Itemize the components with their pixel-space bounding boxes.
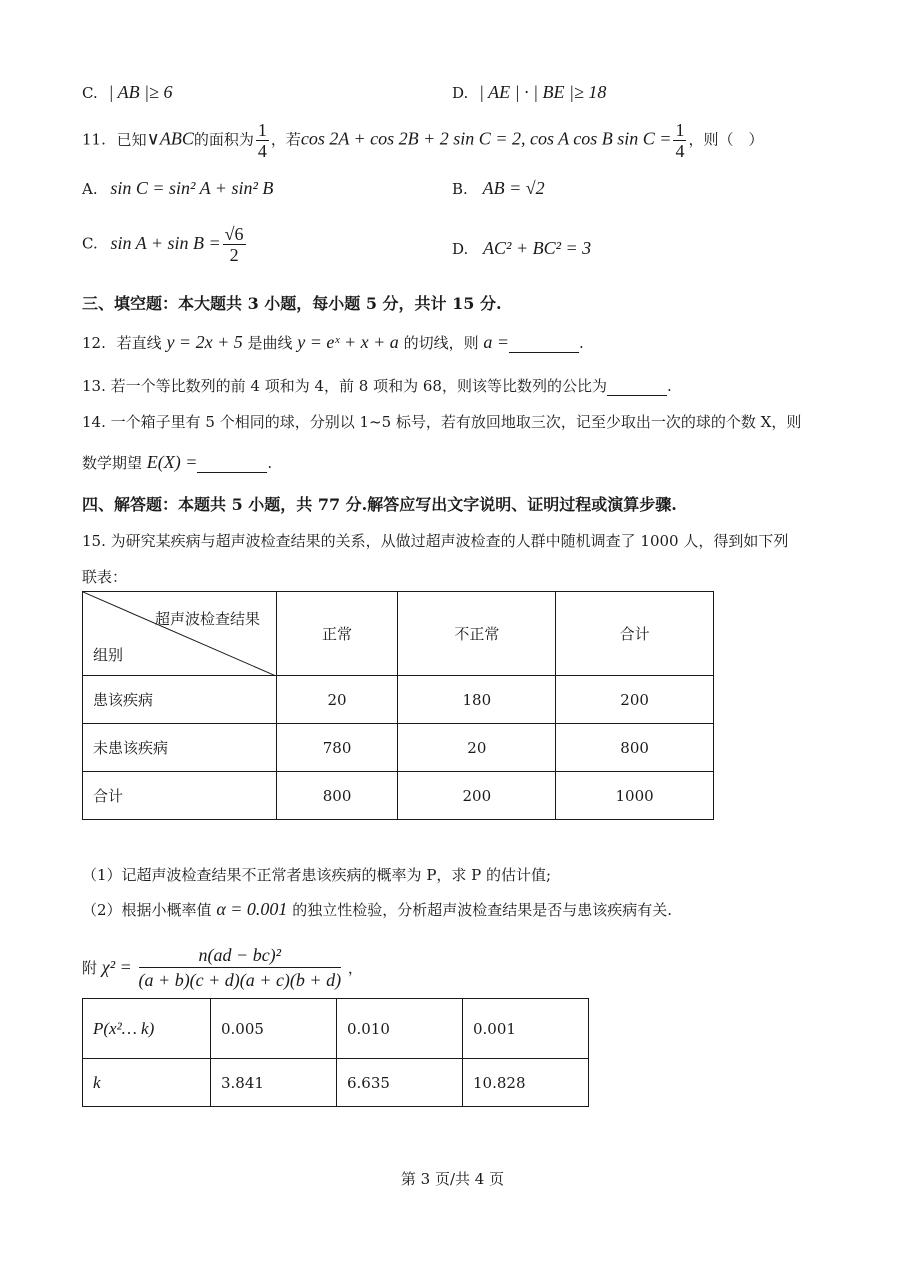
critical-value-table (82, 998, 589, 1107)
formula-denominator: (a + b)(c + d)(a + c)(b + d) (138, 970, 342, 990)
line-expression: y = 2x + 5 (166, 332, 243, 352)
q14-line1: 14. 一个箱子里有 5 个相同的球，分别以 1~5 标号，若有放回地取三次，记至少取出一次的球的个数 X，则 (82, 413, 802, 431)
table-cell: 780 (276, 724, 398, 772)
fraction-numerator: 1 (675, 120, 685, 140)
table-header-row (83, 592, 714, 676)
option-expression: sin A + sin B = (110, 232, 221, 253)
fraction-denominator: 4 (257, 141, 267, 161)
alpha-expression: α = 0.001 (216, 899, 288, 919)
q15-line1: 15. 为研究某疾病与超声波检查结果的关系，从做过超声波检查的人群中随机调查了 1000 人，得到如下列 (82, 532, 789, 550)
table-cell: 180 (398, 676, 556, 724)
stem-text: 的面积为 (193, 130, 254, 149)
table-header-cell: 正常 (276, 592, 398, 676)
chi-square-formula (82, 943, 363, 992)
table-corner-cell (83, 592, 277, 676)
table-cell: 6.635 (337, 1059, 463, 1107)
condition-expression: cos 2A + cos 2B + 2 sin C = 2, cos A cos B sin C = (300, 128, 672, 149)
triangle-expression: ∨ABC (146, 128, 194, 149)
option-expression: sin C = sin² A + sin² B (110, 178, 274, 198)
q11-option-b (452, 178, 545, 199)
table-row (83, 1059, 589, 1107)
table-row (83, 999, 589, 1059)
answer-expression: a = (483, 332, 510, 352)
corner-label-top: 超声波检查结果 (155, 610, 261, 628)
table-row (83, 676, 714, 724)
formula-numerator: n(ad − bc)² (139, 943, 342, 968)
option-label: A. (82, 180, 98, 198)
option-label: B. (452, 180, 468, 198)
table-cell: 10.828 (463, 1059, 589, 1107)
fraction-numerator: 1 (257, 120, 267, 140)
fraction-one-quarter-2 (673, 120, 686, 161)
table-header-cell: 不正常 (398, 592, 556, 676)
option-label: C. (82, 84, 98, 102)
stem-text: 是曲线 (247, 334, 293, 352)
expectation-expression: E(X) = (146, 452, 198, 472)
q10-option-c (82, 82, 172, 103)
stem-text: 的独立性检验，分析超声波检查结果是否与患该疾病有关. (292, 901, 672, 919)
answer-blank[interactable] (509, 334, 579, 353)
section-heading-solutions: 四、解答题：本题共 5 小题，共 77 分.解答应写出文字说明、证明过程或演算步骤. (82, 495, 677, 514)
stem-text: （2）根据小概率值 (82, 901, 212, 919)
fraction-numerator: √6 (224, 224, 244, 244)
q11-stem (82, 120, 763, 161)
fraction-sqrt6-over-2 (223, 224, 246, 265)
fraction-denominator: 4 (675, 141, 685, 161)
q10-option-d (452, 82, 606, 103)
row-label: k (83, 1059, 211, 1107)
row-label: 未患该疾病 (83, 724, 277, 772)
period: . (666, 377, 672, 395)
question-number: 12. (82, 334, 106, 352)
q12-stem (82, 332, 584, 353)
formula-lhs: χ² = (101, 957, 132, 977)
table-cell: 800 (556, 724, 714, 772)
stem-text: ，若 (270, 130, 301, 149)
table-row (83, 724, 714, 772)
table-cell: 0.001 (463, 999, 589, 1059)
table-cell: 20 (398, 724, 556, 772)
q11-option-c (82, 224, 248, 265)
option-expression: | AB |≥ 6 (108, 82, 173, 102)
answer-blank[interactable] (197, 454, 267, 473)
stem-text: 数学期望 (82, 454, 143, 472)
formula-fraction (139, 943, 342, 992)
table-cell: 20 (276, 676, 398, 724)
stem-text: ，则（ ） (688, 130, 764, 149)
stem-text: 的切线，则 (403, 334, 479, 352)
stem-text: 已知 (116, 130, 147, 149)
contingency-table (82, 591, 714, 820)
option-label: D. (452, 240, 469, 258)
q15-line2: 联表： (82, 568, 128, 586)
corner-label-bottom: 组别 (93, 646, 124, 664)
formula-prefix: 附 (82, 959, 98, 977)
table-cell: 800 (276, 772, 398, 820)
option-expression: AC² + BC² = 3 (483, 238, 592, 258)
fraction-one-quarter (256, 120, 269, 161)
page-footer: 第 3 页/共 4 页 (400, 1170, 505, 1188)
table-cell: 3.841 (211, 1059, 337, 1107)
row-label: P(x²… k) (83, 999, 211, 1059)
fraction-denominator: 2 (229, 245, 239, 265)
row-label: 合计 (83, 772, 277, 820)
table-cell: 1000 (556, 772, 714, 820)
q15-part1: （1）记超声波检查结果不正常者患该疾病的概率为 P，求 P 的估计值; (82, 866, 552, 884)
option-expression: AB = √2 (482, 178, 545, 198)
answer-blank[interactable] (607, 377, 667, 396)
table-cell: 200 (556, 676, 714, 724)
formula-end: ， (347, 959, 363, 977)
q11-option-d (452, 238, 591, 259)
q15-part2 (82, 899, 672, 920)
table-cell: 200 (398, 772, 556, 820)
q13-stem (82, 375, 672, 396)
curve-expression: y = eˣ + x + a (297, 332, 399, 352)
option-label: C. (82, 234, 98, 253)
period: . (579, 334, 584, 352)
option-label: D. (452, 84, 469, 102)
question-number: 11. (82, 130, 106, 149)
row-label: 患该疾病 (83, 676, 277, 724)
table-row (83, 772, 714, 820)
stem-text: 若直线 (116, 334, 162, 352)
table-cell: 0.005 (211, 999, 337, 1059)
option-expression: | AE | · | BE |≥ 18 (479, 82, 607, 102)
stem-text: 13. 若一个等比数列的前 4 项和为 4，前 8 项和为 68，则该等比数列的公比为 (82, 377, 607, 395)
table-header-cell: 合计 (556, 592, 714, 676)
q11-option-a (82, 178, 273, 199)
q14-line2 (82, 452, 272, 473)
section-heading-fill-in: 三、填空题：本大题共 3 小题，每小题 5 分，共计 15 分. (82, 294, 502, 313)
period: . (267, 454, 273, 472)
table-cell: 0.010 (337, 999, 463, 1059)
